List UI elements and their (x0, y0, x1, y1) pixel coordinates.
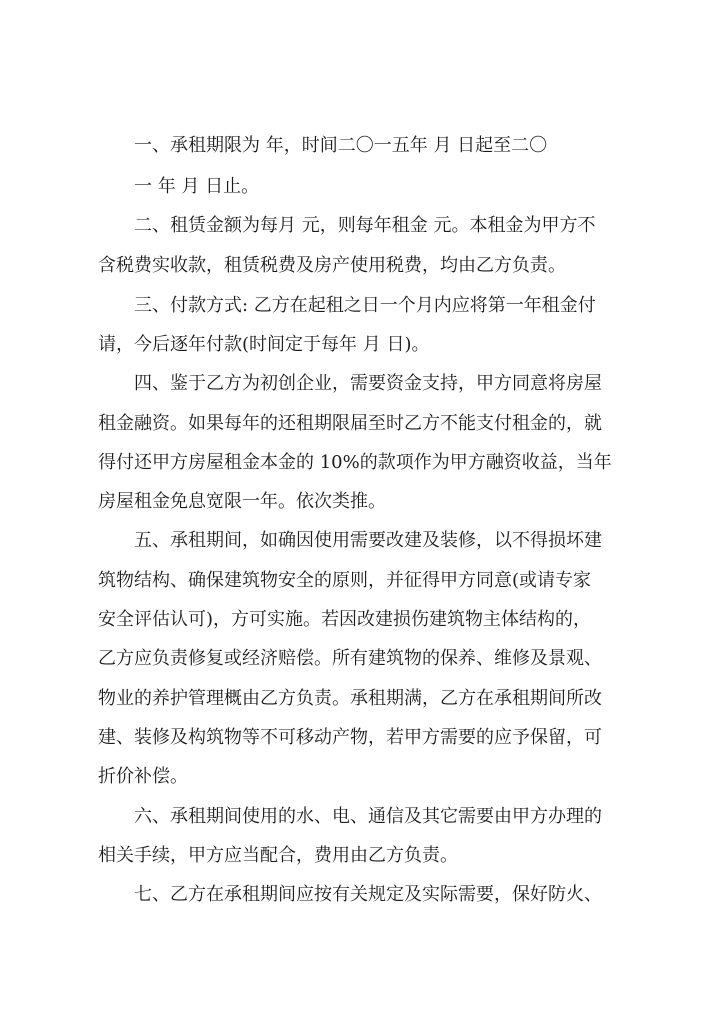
text-line: 三、付款方式: 乙方在起租之日一个月内应将第一年租金付 (134, 295, 596, 316)
text-line: 折价补偿。 (98, 766, 188, 787)
text-line: 建、装修及构筑物等不可移动产物，若甲方需要的应予保留，可 (98, 727, 602, 748)
text-line: 请，今后逐年付款(时间定于每年 月 日)。 (98, 334, 430, 355)
text-line: 五、承租期间，如确因使用需要改建及装修，以不得损坏建 (134, 530, 602, 551)
text-line: 得付还甲方房屋租金本金的 10%的款项作为甲方融资收益，当年 (98, 452, 612, 473)
text-line: 一 年 月 日止。 (134, 176, 260, 197)
text-line: 一、承租期限为 年，时间二〇一五年 月 日起至二〇 (134, 135, 548, 156)
text-line: 安全评估认可)，方可实施。若因改建损伤建筑物主体结构的， (98, 609, 592, 630)
text-line: 物业的养护管理概由乙方负责。承租期满，乙方在承租期间所改 (98, 688, 602, 709)
text-line: 七、乙方在承租期间应按有关规定及实际需要，保好防火、 (134, 884, 602, 905)
text-line: 乙方应负责修复或经济赔偿。所有建筑物的保养、维修及景观、 (98, 648, 602, 669)
text-line: 房屋租金免息宽限一年。依次类推。 (98, 491, 386, 512)
text-line: 含税费实收款，租赁税费及房产使用税费，均由乙方负责。 (98, 255, 566, 276)
text-line: 相关手续，甲方应当配合，费用由乙方负责。 (98, 845, 458, 866)
text-line: 筑物结构、确保建筑物安全的原则，并征得甲方同意(或请专家 (98, 570, 592, 591)
text-line: 二、租赁金额为每月 元，则每年租金 元。本租金为甲方不 (134, 215, 596, 236)
text-line: 六、承租期间使用的水、电、通信及其它需要由甲方办理的 (134, 806, 602, 827)
text-line: 租金融资。如果每年的还租期限届至时乙方不能支付租金的，就 (98, 413, 602, 434)
text-line: 四、鉴于乙方为初创企业，需要资金支持，甲方同意将房屋 (134, 373, 602, 394)
